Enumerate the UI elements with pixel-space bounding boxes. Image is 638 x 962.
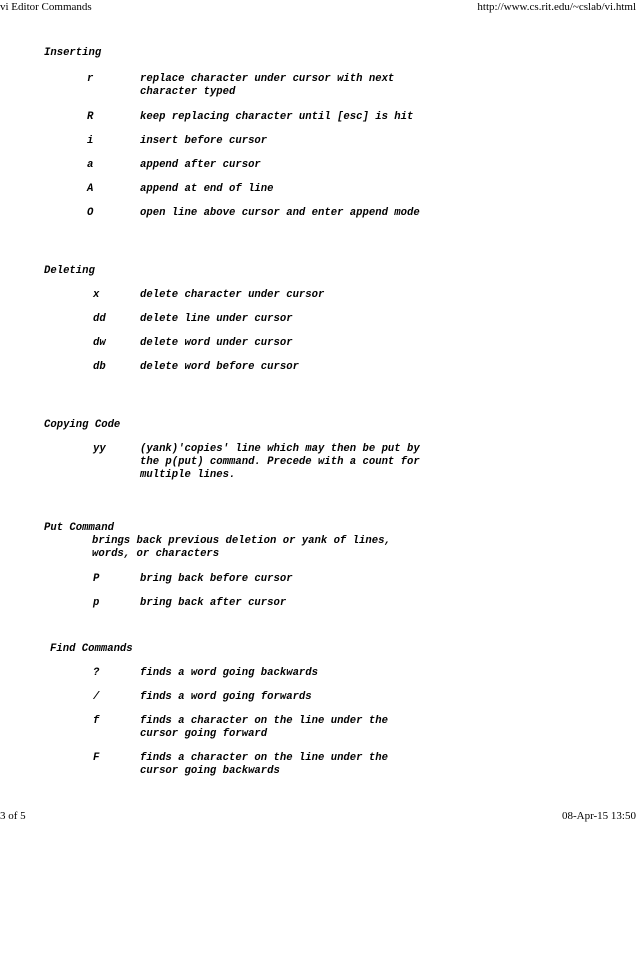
command-desc: delete line under cursor [140, 313, 293, 325]
page-number: 3 of 5 [0, 810, 26, 822]
print-datetime: 08-Apr-15 13:50 [561, 810, 636, 822]
section-intro: words, or characters [92, 548, 220, 560]
command-key: ? [93, 667, 100, 679]
section-heading-find: Find Commands [50, 643, 133, 655]
command-key: p [93, 597, 100, 609]
command-key: i [87, 135, 94, 147]
command-desc: (yank)'copies' line which may then be put by [140, 443, 420, 455]
command-desc: finds a word going backwards [140, 667, 319, 679]
command-key: F [93, 752, 100, 764]
command-key: O [87, 207, 94, 219]
page-url: http://www.cs.rit.edu/~cslab/vi.html [477, 1, 636, 13]
command-desc: finds a word going forwards [140, 691, 312, 703]
command-desc: keep replacing character until [esc] is hit [140, 111, 414, 123]
command-key: r [87, 73, 94, 85]
command-desc: character typed [140, 86, 236, 98]
command-desc: bring back after cursor [140, 597, 287, 609]
command-desc: append at end of line [140, 183, 274, 195]
command-desc: bring back before cursor [140, 573, 293, 585]
page-title: vi Editor Commands [0, 1, 92, 13]
command-desc: finds a character on the line under the [140, 715, 388, 727]
command-desc: open line above cursor and enter append mode [140, 207, 420, 219]
command-key: db [93, 361, 106, 373]
command-key: A [87, 183, 94, 195]
command-key: yy [93, 443, 106, 455]
command-key: P [93, 573, 100, 585]
section-heading-inserting: Inserting [44, 47, 102, 59]
command-key: a [87, 159, 94, 171]
command-key: x [93, 289, 100, 301]
section-heading-copying: Copying Code [44, 419, 121, 431]
command-key: dd [93, 313, 106, 325]
command-desc: delete word before cursor [140, 361, 299, 373]
command-desc: append after cursor [140, 159, 261, 171]
command-desc: insert before cursor [140, 135, 268, 147]
section-intro: brings back previous deletion or yank of lines, [92, 535, 391, 547]
command-key: dw [93, 337, 106, 349]
section-heading-put: Put Command [44, 522, 114, 534]
section-heading-deleting: Deleting [44, 265, 95, 277]
command-desc: delete character under cursor [140, 289, 325, 301]
command-desc: cursor going forward [140, 728, 268, 740]
command-desc: cursor going backwards [140, 765, 280, 777]
command-desc: replace character under cursor with next [140, 73, 395, 85]
command-desc: finds a character on the line under the [140, 752, 388, 764]
command-desc: multiple lines. [140, 469, 236, 481]
command-desc: the p(put) command. Precede with a count for [140, 456, 420, 468]
command-desc: delete word under cursor [140, 337, 293, 349]
command-key: / [93, 691, 100, 703]
command-key: f [93, 715, 100, 727]
command-key: R [87, 111, 94, 123]
